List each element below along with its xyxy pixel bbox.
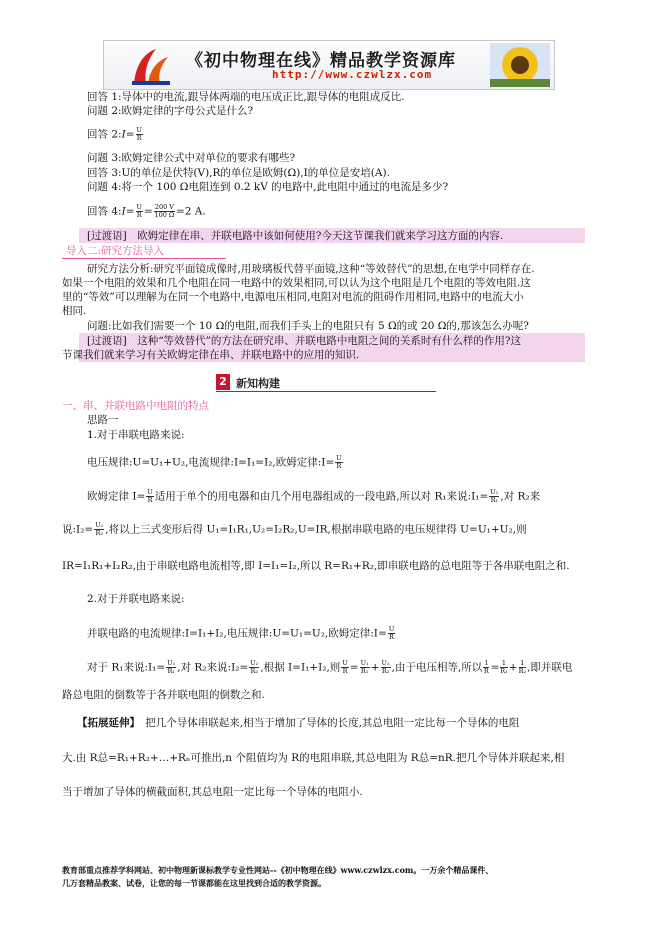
method-line-3: 里的“等效”可以理解为在同一个电路中,电源电压相同,电阻对电流的阻碍作用相同,电路中的电流大小: [62, 291, 524, 303]
transition-2-line-1: [过渡语] 这种“等效替代”的方法在研究串、并联电路中电阻之间的关系时有什么样的作用?这: [87, 335, 522, 347]
extension-label: 【拓展延伸】: [77, 717, 135, 729]
question-resistor: 问题:比如我们需要一个 10 Ω的电阻,而我们手头上的电阻只有 5 Ω的或 20 Ω的,那该怎么办呢?: [87, 320, 529, 332]
sunflower-icon: [490, 43, 550, 87]
answer-3: 回答 3:U的单位是伏特(V),R的单位是欧姆(Ω),I的单位是安培(A).: [87, 167, 390, 179]
parallel-rules: 并联电路的电流规律:I=I₁+I₂,电压规律:U=U₁=U₂,欧姆定律:I= $\frac{U}{R}$: [87, 625, 395, 641]
series-heading: 1.对于串联电路来说:: [87, 429, 185, 441]
series-rules: 电压规律:U=U₁+U₂,电流规律:I=I₁=I₂,欧姆定律:I= $\frac{U}{R}$: [87, 454, 342, 470]
footer-line-2: 几万套精品教案、试卷，让您的每一节课都能在这里找到合适的教学资源。: [62, 878, 326, 888]
extension-line-2: 大.由 R总=R₁+R₂+…+Rₙ可推出,n 个阻值均为 R的电阻串联,其总电阻为 R总=nR.把几个导体并联起来,相: [62, 752, 565, 764]
question-3: 问题 3:欧姆定律公式中对单位的要求有哪些?: [87, 152, 296, 164]
method-line-4: 相同.: [62, 305, 87, 317]
method-line-2: 如果一个电阻的效果和几个电阻在同一电路中的效果相同,可以认为这个电阻是几个电阻的等效电阻.这: [62, 277, 531, 289]
answer-1: 回答 1:导体中的电流,跟导体两端的电压成正比,跟导体的电阻成反比.: [87, 91, 405, 103]
section-header: [216, 374, 436, 392]
banner-title: 《初中物理在线》精品教学资源库: [186, 51, 456, 71]
method-line-1: 研究方法分析:研究平面镜成像时,用玻璃板代替平面镜,这种“等效替代”的思想,在电学中同样存在.: [87, 263, 535, 275]
answer-2: 回答 2:I= $\frac{U}{R}$: [87, 126, 142, 142]
approach-one: 思路一: [87, 414, 119, 426]
section-divider: [216, 391, 436, 392]
question-4: 问题 4:将一个 100 Ω电阻连到 0.2 kV 的电路中,此电阻中通过的电流是多少?: [87, 181, 449, 193]
site-logo-icon: [126, 45, 176, 87]
transition-2-line-2: 节课我们就来学习有关欧姆定律在串、并联电路中的应用的知识.: [62, 349, 360, 361]
intro-heading-2: 导入二:研究方法导入: [66, 245, 165, 257]
extension-line-1: 【拓展延伸】 把几个导体串联起来,相当于增加了导体的长度,其总电阻一定比每一个导体的电阻: [77, 717, 520, 729]
series-conclusion: IR=I₁R₁+I₂R₂,由于串联电路电流相等,即 I=I₁=I₂,所以 R=R₁+R₂,即串联电路的总电阻等于各串联电阻之和.: [62, 560, 570, 572]
series-ohm-line-2: 说:I₂= $\frac{\text{U₂}}{\text{R₂}}$ ,将以上三式变形后得 U₁=I₁R₁,U₂=I₂R₂,U=IR,根据串联电路的电压规律得 U=U₁+U₂,则: [62, 521, 527, 537]
banner-url[interactable]: http://www.czwlzx.com: [272, 68, 433, 81]
subheading-resistance: 一、串、并联电路中电阻的特点: [62, 400, 209, 412]
series-ohm-line-1: 欧姆定律 I= $\frac{U}{R}$ 适用于单个的用电器和由几个用电器组成的一段电路,所以对 R₁来说:I₁= $\frac{\text{U₁}}{\text{R₁}}$ ,对 R₂来: [87, 488, 541, 504]
section-number: 2: [216, 374, 230, 390]
fraction-u-over-r: $\frac{U}{R}$: [136, 126, 142, 142]
parallel-heading: 2.对于并联电路来说:: [87, 593, 185, 605]
footer-line-1: 教育部重点推荐学科网站、初中物理新课标教学专业性网站--《初中物理在线》www.czwlzx.com。一万余个精品课件、: [62, 865, 494, 875]
question-2: 问题 2:欧姆定律的字母公式是什么?: [87, 105, 254, 117]
transition-1: [过渡语] 欧姆定律在串、并联电路中该如何使用?今天这节课我们就来学习这方面的内容.: [87, 230, 504, 242]
fraction-200v-over-100ohm: $\frac{200 V}{100 \Omega}$: [154, 203, 175, 219]
answer-4: 回答 4:I= $\frac{U}{R}$ = $\frac{200 V}{100 \Omega}$ =2 A.: [87, 203, 206, 219]
parallel-derivation: 对于 R₁来说:I₁= $\frac{\text{U₁}}{\text{R₁}}$ ,对 R₂来说:I₂= $\frac{\text{U₂}}{\text{R₂}}$ ,根据 I=I₁+I₂,则 $\frac{U}{R}$ = $\frac{\text{U₁}}{\text{R₁}}$ + $\frac{\text{U₂}}{\text{R₂}}$ ,由于电压相等,所以 $\frac{1}{R}$ = $\frac{1}{\text{R₁}}$ + $\frac{1}{\text{R₂}}$ ,即并联电: [87, 659, 573, 675]
intro-heading-underline: [62, 258, 226, 259]
header-banner: [103, 40, 555, 90]
extension-line-3: 当于增加了导体的横截面积,其总电阻一定比每一个导体的电阻小.: [62, 786, 363, 798]
parallel-conclusion: 路总电阻的倒数等于各并联电阻的倒数之和.: [62, 689, 265, 701]
section-title: 新知构建: [236, 377, 280, 390]
